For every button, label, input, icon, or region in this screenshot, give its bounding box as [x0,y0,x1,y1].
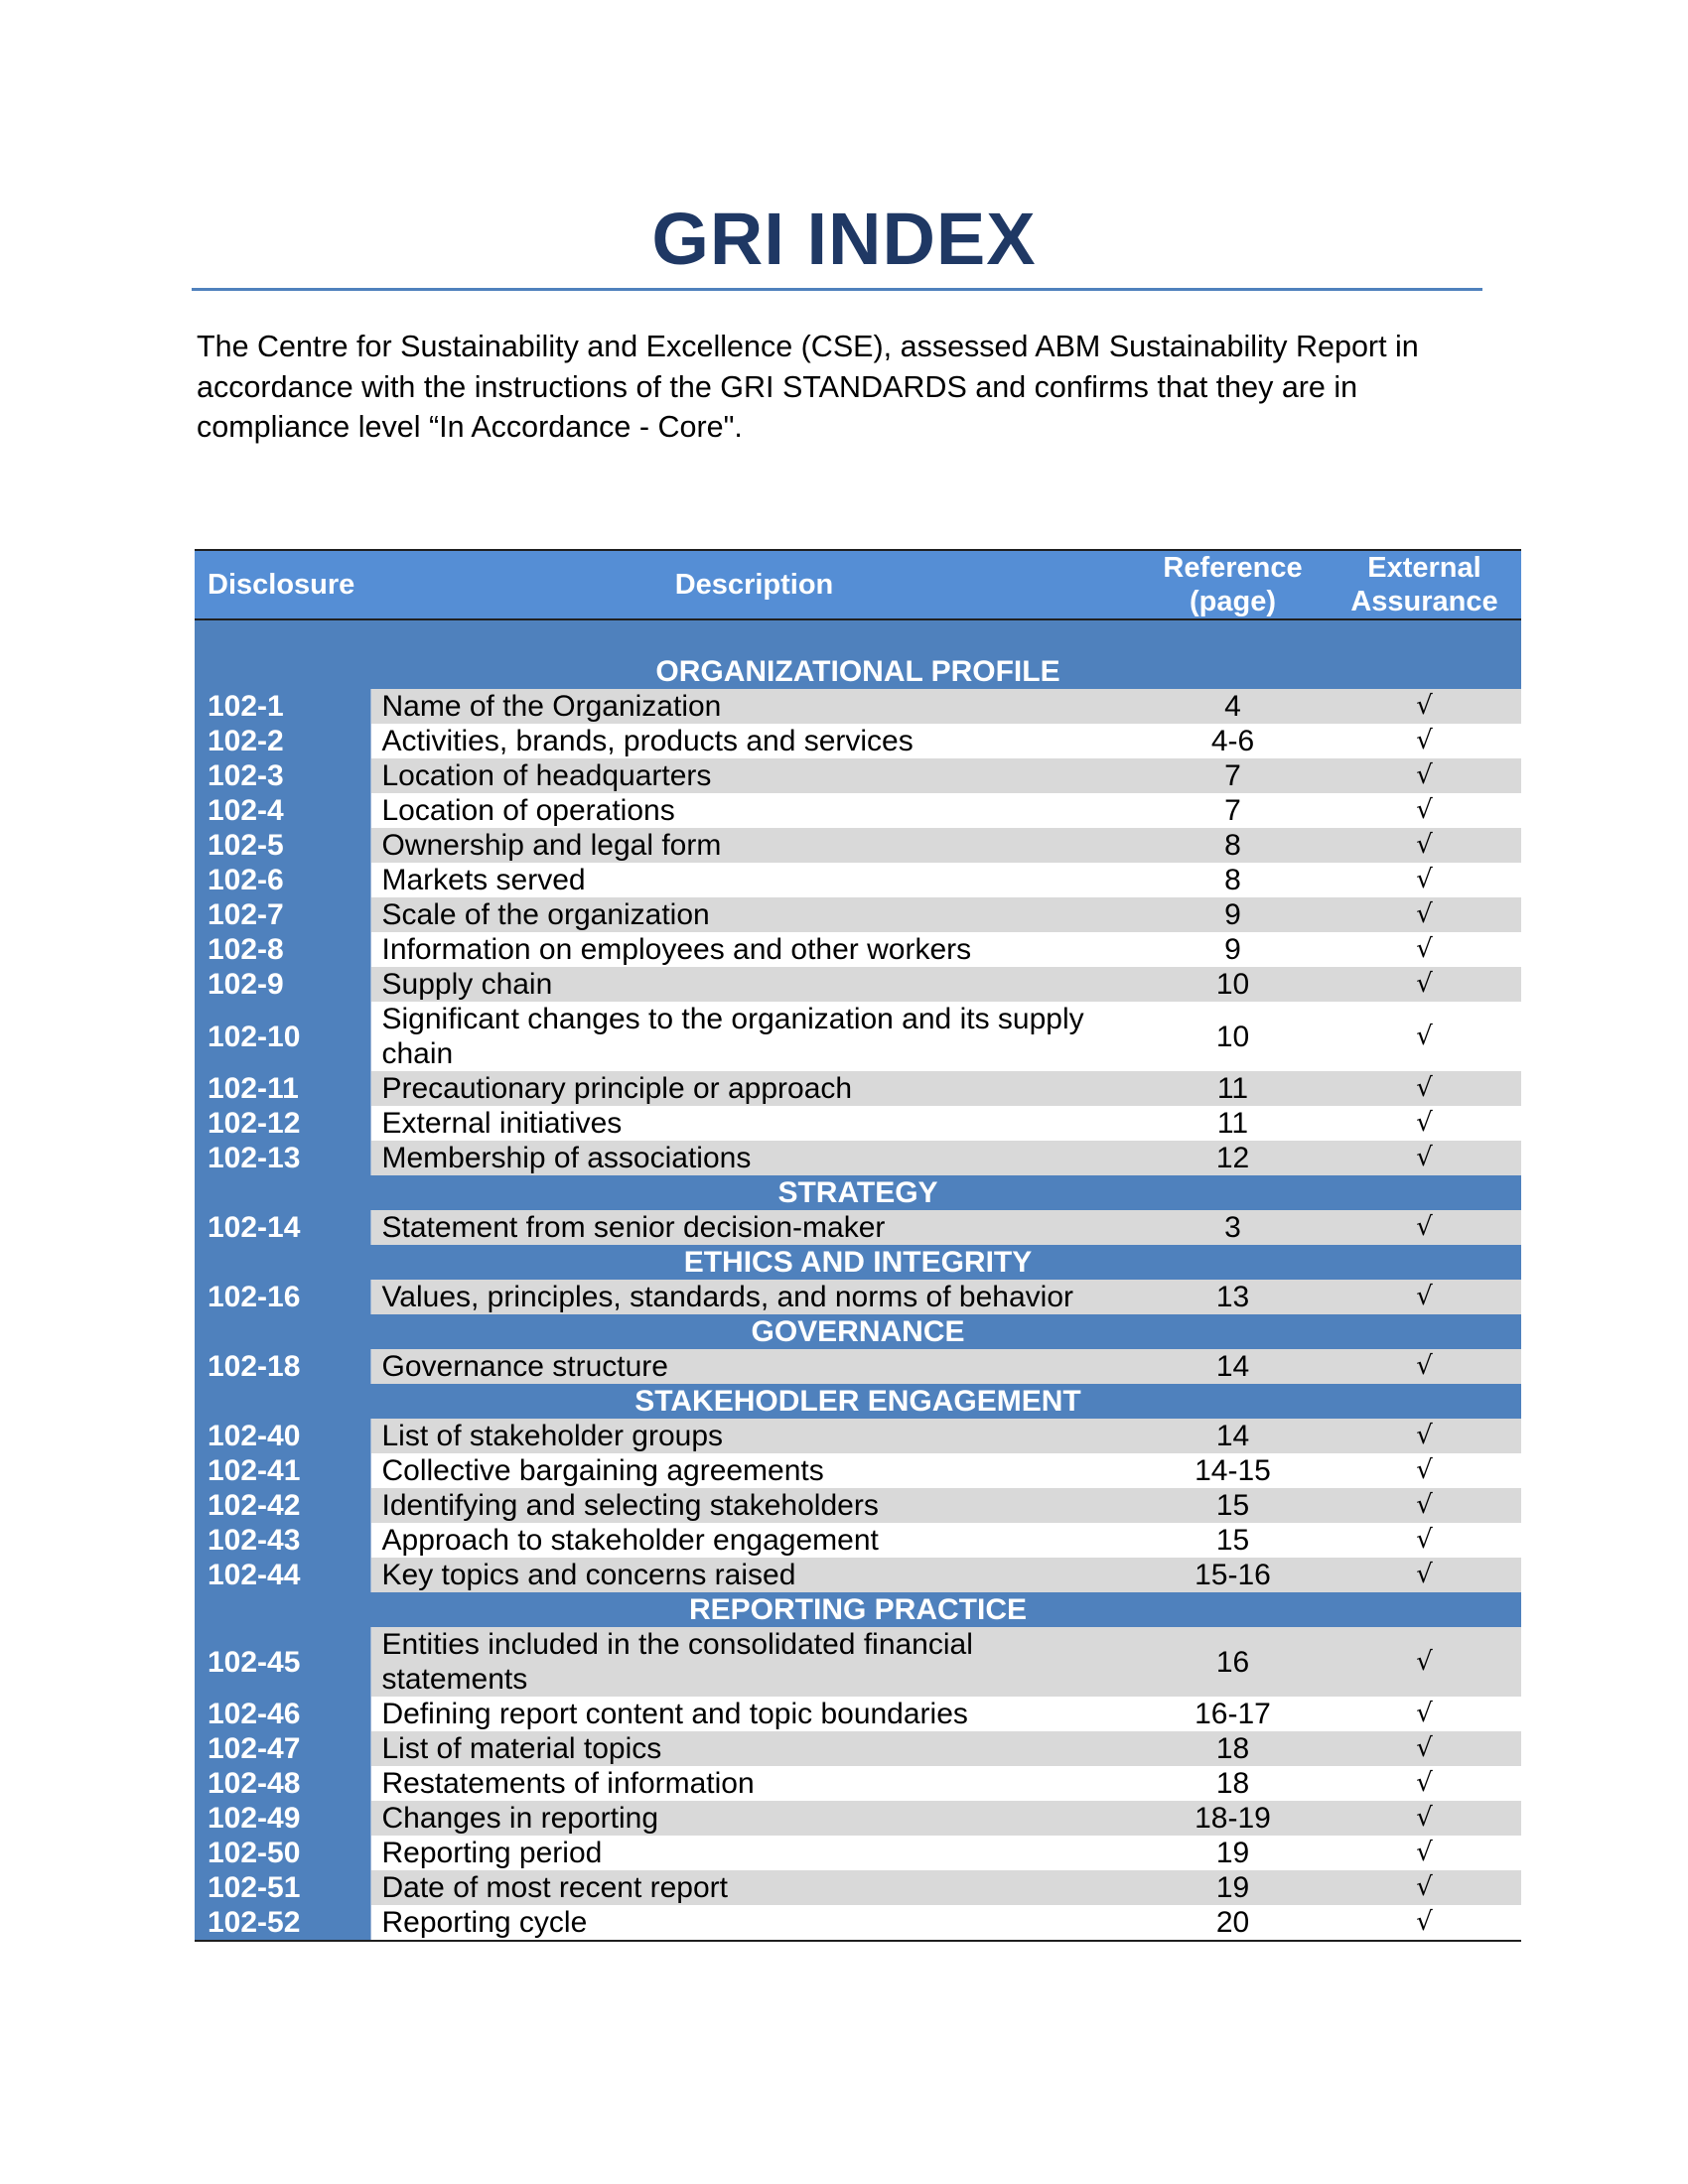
disclosure-description: Reporting period [370,1836,1138,1870]
disclosure-code: 102-1 [195,689,370,724]
external-assurance-check: √ [1328,1801,1521,1836]
reference-page: 7 [1138,793,1328,828]
reference-page: 16-17 [1138,1697,1328,1731]
reference-page: 14 [1138,1419,1328,1453]
reference-page: 11 [1138,1106,1328,1141]
disclosure-description: Name of the Organization [370,689,1138,724]
reference-page: 16 [1138,1627,1328,1697]
title-underline [192,288,1482,291]
disclosure-code: 102-48 [195,1766,370,1801]
disclosure-description: Statement from senior decision-maker [370,1210,1138,1245]
reference-page: 10 [1138,967,1328,1002]
external-assurance-check: √ [1328,1870,1521,1905]
header-reference [1138,550,1328,619]
disclosure-code: 102-10 [195,1002,370,1071]
disclosure-code: 102-40 [195,1419,370,1453]
table-row [195,1453,1521,1488]
section-header-row [195,654,1521,689]
table-row [195,1419,1521,1453]
header-reference-line2: (page) [1190,586,1276,617]
disclosure-description: List of stakeholder groups [370,1419,1138,1453]
reference-page: 15 [1138,1523,1328,1558]
external-assurance-check: √ [1328,689,1521,724]
disclosure-description: Defining report content and topic boundaries [370,1697,1138,1731]
table-row [195,1106,1521,1141]
external-assurance-check: √ [1328,1766,1521,1801]
table-row [195,724,1521,758]
reference-page: 15 [1138,1488,1328,1523]
external-assurance-check: √ [1328,1627,1521,1697]
disclosure-description: Changes in reporting [370,1801,1138,1836]
external-assurance-check: √ [1328,1558,1521,1592]
external-assurance-check: √ [1328,1419,1521,1453]
disclosure-description: Precautionary principle or approach [370,1071,1138,1106]
disclosure-code: 102-51 [195,1870,370,1905]
disclosure-code: 102-46 [195,1697,370,1731]
external-assurance-check: √ [1328,863,1521,897]
table-row [195,793,1521,828]
disclosure-code: 102-49 [195,1801,370,1836]
reference-page: 18 [1138,1766,1328,1801]
table-header [195,550,1521,619]
external-assurance-check: √ [1328,967,1521,1002]
external-assurance-check: √ [1328,1523,1521,1558]
table-row [195,863,1521,897]
section-title: GOVERNANCE [751,1315,965,1348]
disclosure-description: Markets served [370,863,1138,897]
disclosure-description: Information on employees and other workers [370,932,1138,967]
external-assurance-check: √ [1328,1071,1521,1106]
reference-page: 18-19 [1138,1801,1328,1836]
external-assurance-check: √ [1328,1349,1521,1384]
disclosure-description: Date of most recent report [370,1870,1138,1905]
disclosure-description: Restatements of information [370,1766,1138,1801]
disclosure-code: 102-12 [195,1106,370,1141]
disclosure-code: 102-44 [195,1558,370,1592]
disclosure-code: 102-3 [195,758,370,793]
table-row [195,1627,1521,1697]
table-row [195,1836,1521,1870]
header-disclosure: Disclosure [208,569,355,601]
external-assurance-check: √ [1328,1488,1521,1523]
reference-page: 7 [1138,758,1328,793]
table-row [195,758,1521,793]
disclosure-description: Values, principles, standards, and norms of behavior [370,1280,1138,1314]
external-assurance-check: √ [1328,1731,1521,1766]
external-assurance-check: √ [1328,897,1521,932]
section-title: STRATEGY [777,1176,938,1209]
table-row [195,1905,1521,1941]
reference-page: 13 [1138,1280,1328,1314]
reference-page: 19 [1138,1836,1328,1870]
external-assurance-check: √ [1328,1106,1521,1141]
section-title: STAKEHODLER ENGAGEMENT [634,1385,1081,1418]
table-row [195,1870,1521,1905]
disclosure-description: Activities, brands, products and services [370,724,1138,758]
disclosure-code: 102-9 [195,967,370,1002]
header-assurance [1328,550,1521,619]
disclosure-code: 102-2 [195,724,370,758]
disclosure-description: Governance structure [370,1349,1138,1384]
table-row [195,1558,1521,1592]
reference-page: 9 [1138,932,1328,967]
disclosure-code: 102-50 [195,1836,370,1870]
header-reference-line1: Reference [1163,552,1303,584]
reference-page: 3 [1138,1210,1328,1245]
reference-page: 9 [1138,897,1328,932]
table-row [195,1349,1521,1384]
table-row [195,1731,1521,1766]
disclosure-code: 102-6 [195,863,370,897]
header-assurance-line2: Assurance [1350,586,1498,617]
external-assurance-check: √ [1328,1905,1521,1941]
gri-index-table [195,549,1521,1942]
section-header-row [195,1175,1521,1210]
table-row [195,1002,1521,1071]
disclosure-description: Scale of the organization [370,897,1138,932]
disclosure-description: Supply chain [370,967,1138,1002]
section-title: ETHICS AND INTEGRITY [683,1246,1033,1279]
external-assurance-check: √ [1328,758,1521,793]
external-assurance-check: √ [1328,1697,1521,1731]
table-row [195,1697,1521,1731]
reference-page: 4 [1138,689,1328,724]
disclosure-code: 102-41 [195,1453,370,1488]
table-row [195,1488,1521,1523]
table-row [195,932,1521,967]
external-assurance-check: √ [1328,1453,1521,1488]
table-row [195,1766,1521,1801]
disclosure-description: Membership of associations [370,1141,1138,1175]
table-row [195,1210,1521,1245]
table-row [195,1280,1521,1314]
section-header-row [195,1592,1521,1627]
external-assurance-check: √ [1328,1002,1521,1071]
disclosure-code: 102-4 [195,793,370,828]
disclosure-code: 102-5 [195,828,370,863]
section-title: REPORTING PRACTICE [688,1593,1028,1626]
reference-page: 14-15 [1138,1453,1328,1488]
disclosure-code: 102-16 [195,1280,370,1314]
table-body [195,619,1521,1941]
disclosure-description: Location of operations [370,793,1138,828]
disclosure-code: 102-14 [195,1210,370,1245]
table-row [195,1141,1521,1175]
table-row [195,897,1521,932]
disclosure-code: 102-52 [195,1905,370,1941]
disclosure-code: 102-8 [195,932,370,967]
table-row [195,1523,1521,1558]
external-assurance-check: √ [1328,828,1521,863]
header-spacer [195,619,1521,654]
intro-paragraph: The Centre for Sustainability and Excellence (CSE), assessed ABM Sustainability Report in accordance with the instructions of the GRI STANDARDS and confirms that they are in compliance level “In Accordance - Core". [197,330,1419,444]
disclosure-description: Entities included in the consolidated financial statements [370,1627,1138,1697]
disclosure-description: External initiatives [370,1106,1138,1141]
external-assurance-check: √ [1328,1210,1521,1245]
section-header-row [195,1314,1521,1349]
external-assurance-check: √ [1328,1280,1521,1314]
section-header-row [195,1384,1521,1419]
table-row [195,1801,1521,1836]
disclosure-code: 102-43 [195,1523,370,1558]
table-row [195,689,1521,724]
external-assurance-check: √ [1328,932,1521,967]
reference-page: 8 [1138,828,1328,863]
header-description: Description [674,569,834,601]
reference-page: 8 [1138,863,1328,897]
reference-page: 15-16 [1138,1558,1328,1592]
table-row [195,1071,1521,1106]
disclosure-code: 102-47 [195,1731,370,1766]
disclosure-code: 102-45 [195,1627,370,1697]
disclosure-code: 102-13 [195,1141,370,1175]
reference-page: 12 [1138,1141,1328,1175]
disclosure-description: Collective bargaining agreements [370,1453,1138,1488]
page-title: GRI INDEX [651,198,1037,280]
reference-page: 10 [1138,1002,1328,1071]
disclosure-code: 102-18 [195,1349,370,1384]
external-assurance-check: √ [1328,724,1521,758]
disclosure-description: Ownership and legal form [370,828,1138,863]
disclosure-description: Key topics and concerns raised [370,1558,1138,1592]
external-assurance-check: √ [1328,1836,1521,1870]
table-row [195,828,1521,863]
section-title: ORGANIZATIONAL PROFILE [655,655,1060,688]
reference-page: 14 [1138,1349,1328,1384]
header-assurance-line1: External [1367,552,1481,584]
reference-page: 20 [1138,1905,1328,1941]
reference-page: 4-6 [1138,724,1328,758]
table-row [195,967,1521,1002]
reference-page: 18 [1138,1731,1328,1766]
section-header-row [195,1245,1521,1280]
disclosure-description: Reporting cycle [370,1905,1138,1941]
external-assurance-check: √ [1328,793,1521,828]
external-assurance-check: √ [1328,1141,1521,1175]
reference-page: 11 [1138,1071,1328,1106]
disclosure-code: 102-42 [195,1488,370,1523]
disclosure-code: 102-7 [195,897,370,932]
disclosure-description: List of material topics [370,1731,1138,1766]
reference-page: 19 [1138,1870,1328,1905]
disclosure-description: Approach to stakeholder engagement [370,1523,1138,1558]
disclosure-code: 102-11 [195,1071,370,1106]
disclosure-description: Location of headquarters [370,758,1138,793]
disclosure-description: Identifying and selecting stakeholders [370,1488,1138,1523]
disclosure-description: Significant changes to the organization and its supply chain [370,1002,1138,1071]
